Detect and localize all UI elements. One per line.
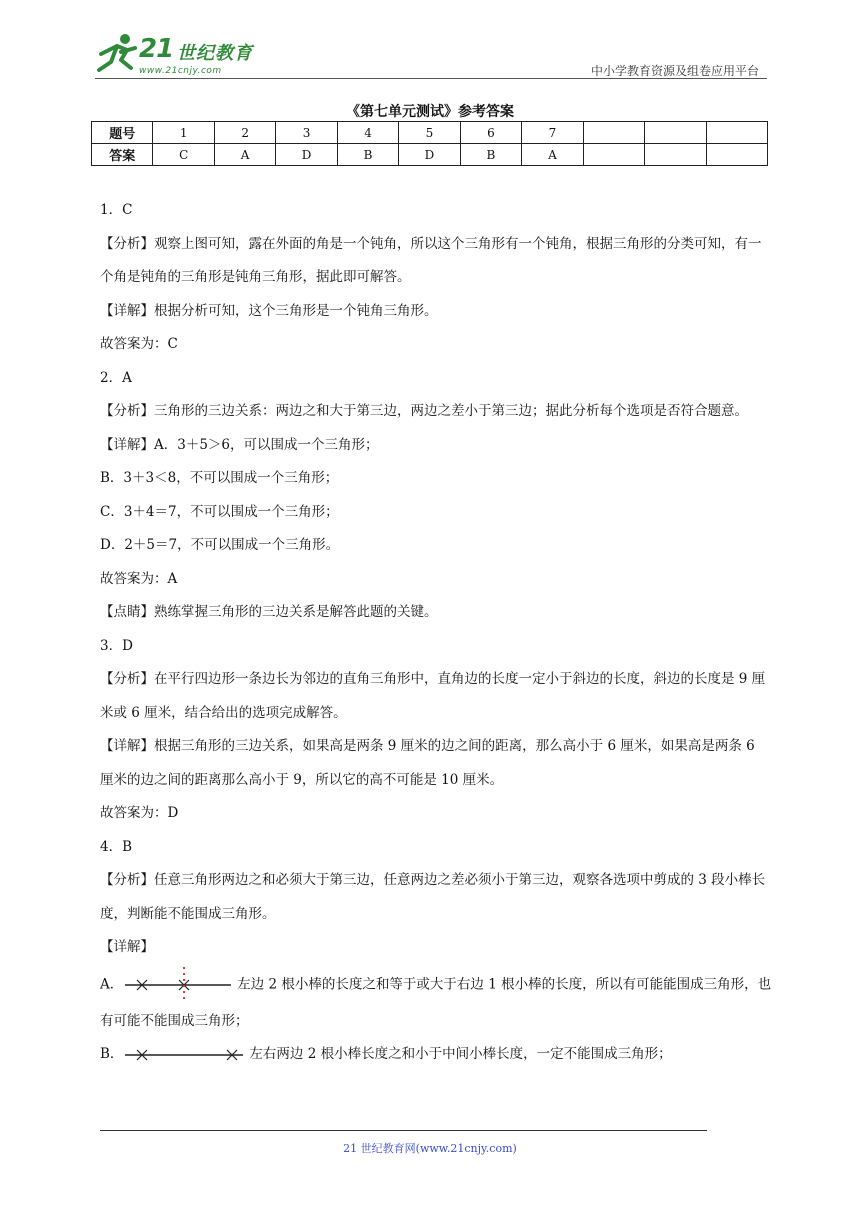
table-cell: 3 bbox=[276, 122, 337, 144]
q2-analysis: 【分析】三角形的三边关系：两边之和大于第三边，两边之差小于第三边；据此分析每个选项是否符合题意。 bbox=[100, 403, 748, 419]
table-cell bbox=[645, 122, 706, 144]
answer-table bbox=[91, 121, 768, 166]
q4-detail: 【详解】 bbox=[100, 939, 154, 955]
table-cell: 6 bbox=[460, 122, 521, 144]
table-cell: A bbox=[522, 144, 583, 166]
q4-a-label: A． bbox=[100, 976, 124, 992]
page-title: 《第七单元测试》参考答案 bbox=[346, 104, 514, 120]
q2-detail: 【详解】A．3＋5＞6，可以围成一个三角形； bbox=[100, 436, 379, 453]
table-cell: B bbox=[337, 144, 398, 166]
table-cell: D bbox=[399, 144, 460, 166]
q3-analysis: 【分析】在平行四边形一条边长为邻边的直角三角形中，直角边的长度一定小于斜边的长度，斜边的长度是 9 厘米或 6 厘米，结合给出的选项完成解答。 bbox=[100, 671, 766, 721]
q4-option-a bbox=[100, 965, 772, 1039]
q1-answer: 故答案为：C bbox=[100, 336, 178, 352]
q4-b-text: 左右两边 2 根小棒长度之和小于中间小棒长度，一定不能围成三角形； bbox=[249, 1046, 672, 1062]
site-logo bbox=[95, 30, 285, 78]
q3-heading: 3．D bbox=[100, 637, 133, 654]
table-cell bbox=[706, 144, 767, 166]
q4-option-b bbox=[100, 1038, 772, 1072]
solution-body bbox=[100, 194, 772, 1072]
q1-detail: 【详解】根据分析可知，这个三角形是一个钝角三角形。 bbox=[100, 302, 438, 319]
q2-option-c: C．3＋4＝7，不可以围成一个三角形； bbox=[100, 503, 339, 520]
q4-analysis: 【分析】任意三角形两边之和必须大于第三边，任意两边之差必须小于第三边，观察各选项中剪成的 3 段小棒长度，判断能不能围成三角形。 bbox=[100, 872, 766, 922]
page-footer: 21 世纪教育网(www.21cnjy.com) bbox=[343, 1142, 517, 1155]
row-label: 答案 bbox=[92, 144, 153, 166]
table-cell bbox=[583, 122, 644, 144]
q4-b-label: B． bbox=[100, 1046, 124, 1062]
runner-icon bbox=[95, 32, 139, 76]
logo-url: www.21cnjy.com bbox=[139, 66, 222, 76]
table-cell: 5 bbox=[399, 122, 460, 144]
q2-answer: 故答案为：A bbox=[100, 570, 178, 587]
logo-number: 21 bbox=[139, 34, 174, 64]
platform-name: 中小学教育资源及组卷应用平台 bbox=[590, 64, 759, 78]
header-divider bbox=[95, 78, 767, 79]
table-cell: B bbox=[460, 144, 521, 166]
row-label: 题号 bbox=[92, 122, 153, 144]
stick-segments-figure-a bbox=[123, 965, 233, 1005]
q2-option-b: B．3＋3＜8，不可以围成一个三角形； bbox=[100, 470, 339, 486]
q1-analysis: 【分析】观察上图可知，露在外面的角是一个钝角，所以这个三角形有一个钝角，根据三角形的分类可知，有一个角是钝角的三角形是钝角三角形，据此即可解答。 bbox=[100, 235, 762, 285]
logo-text: 世纪教育 bbox=[177, 43, 253, 64]
table-cell: C bbox=[153, 144, 214, 166]
footer-divider bbox=[100, 1130, 707, 1131]
table-cell: 4 bbox=[337, 122, 398, 144]
q2-option-d: D．2＋5＝7，不可以围成一个三角形。 bbox=[100, 537, 340, 553]
table-cell bbox=[706, 122, 767, 144]
q4-heading: 4．B bbox=[100, 838, 133, 855]
table-cell: D bbox=[276, 144, 337, 166]
answer-row bbox=[92, 144, 768, 166]
q1-heading: 1．C bbox=[100, 202, 133, 218]
stick-segments-figure-b bbox=[123, 1045, 245, 1065]
table-cell bbox=[645, 144, 706, 166]
page-header bbox=[95, 30, 767, 80]
table-cell: 2 bbox=[214, 122, 275, 144]
table-cell bbox=[583, 144, 644, 166]
table-cell: A bbox=[214, 144, 275, 166]
question-number-row bbox=[92, 122, 768, 144]
q4-a-text: 左边 2 根小棒的长度之和等于或大于右边 1 根小棒的长度，所以有可能能围成三角形，也有可能不能围成三角形； bbox=[100, 976, 772, 1029]
q3-answer: 故答案为：D bbox=[100, 805, 179, 821]
q2-heading: 2．A bbox=[100, 369, 132, 386]
q2-comment: 【点睛】熟练掌握三角形的三边关系是解答此题的关键。 bbox=[100, 604, 438, 620]
q3-detail: 【详解】根据三角形的三边关系，如果高是两条 9 厘米的边之间的距离，那么高小于 6 厘米，如果高是两条 6 厘米的边之间的距离那么高小于 9，所以它的高不可能是 10 厘米。 bbox=[100, 738, 755, 788]
table-cell: 1 bbox=[153, 122, 214, 144]
table-cell: 7 bbox=[522, 122, 583, 144]
